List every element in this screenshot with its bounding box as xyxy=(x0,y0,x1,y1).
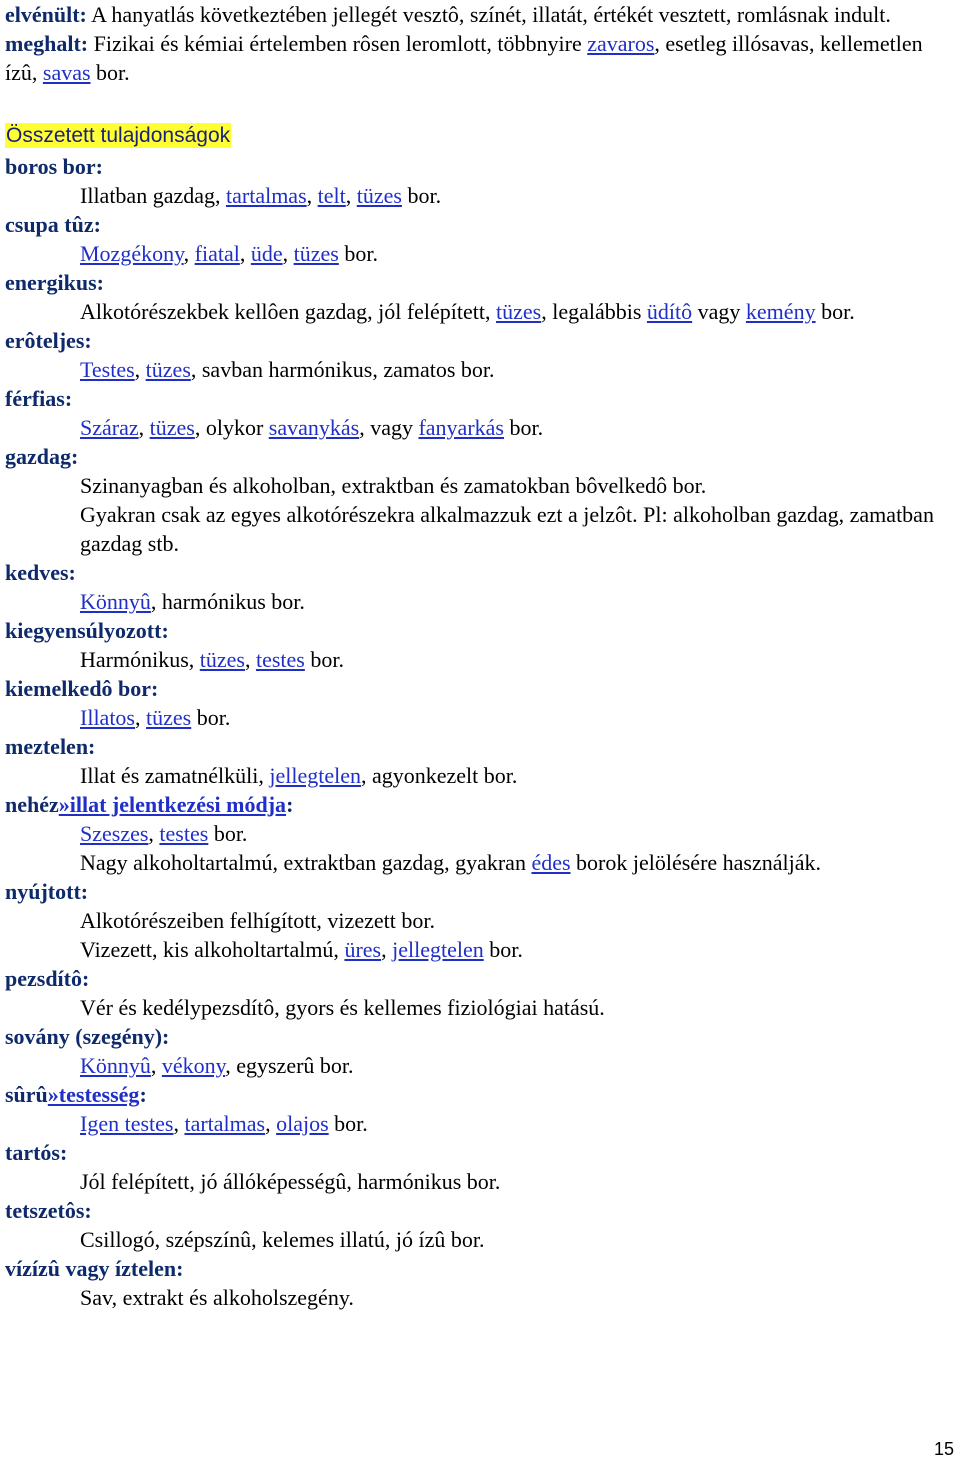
def-kedves xyxy=(5,587,955,616)
def-text: bor. xyxy=(815,299,855,324)
term-text: sûrû xyxy=(5,1082,48,1107)
term-boros: boros bor: xyxy=(5,154,103,179)
link-jellegtelen[interactable]: jellegtelen xyxy=(392,937,484,962)
def-text: Fizikai és kémiai értelemben rôsen leromlott, többnyire xyxy=(88,31,588,56)
sep: , xyxy=(306,183,318,208)
link-ures[interactable]: üres xyxy=(344,937,382,962)
def-tartos: Jól felépített, jó állóképességû, harmónikus bor. xyxy=(80,1169,501,1194)
link-edes[interactable]: édes xyxy=(531,850,571,875)
term-sovany: sovány (szegény): xyxy=(5,1024,170,1049)
link-telt[interactable]: telt xyxy=(317,183,346,208)
term-nyujtott: nyújtott: xyxy=(5,879,89,904)
def-kiemelkedo xyxy=(5,703,955,732)
link-ude[interactable]: üde xyxy=(250,241,283,266)
link-jellegtelen[interactable]: jellegtelen xyxy=(269,763,361,788)
def-text: vagy xyxy=(692,299,746,324)
def-suru xyxy=(5,1109,955,1138)
def-text: Nagy alkoholtartalmú, extraktban gazdag, gyakran xyxy=(80,850,532,875)
def-text: bor. xyxy=(401,183,442,208)
link-testesseg[interactable]: »testesség xyxy=(47,1082,140,1107)
sep: , xyxy=(134,357,146,382)
def-gazdag-2: Gyakran csak az egyes alkotórészekra alkalmazzuk ezt a jelzôt. Pl: alkoholban gazdag, zamatban gazdag stb. xyxy=(80,502,934,556)
link-fiatal[interactable]: fiatal xyxy=(194,241,240,266)
term-ferfias: férfias: xyxy=(5,386,73,411)
sep: , xyxy=(244,647,256,672)
def-kiegyensulyozott xyxy=(5,645,955,674)
link-tuzes[interactable]: tüzes xyxy=(199,647,245,672)
def-boros xyxy=(5,181,955,210)
def-text: bor. xyxy=(304,647,344,672)
term-kedves: kedves: xyxy=(5,560,76,585)
def-text: , olykor xyxy=(194,415,269,440)
link-udito[interactable]: üdítô xyxy=(646,299,693,324)
link-igen-testes[interactable]: Igen testes xyxy=(80,1111,174,1136)
entry-meghalt xyxy=(5,29,955,87)
def-text: bor. xyxy=(338,241,378,266)
def-text: , agyonkezelt bor. xyxy=(361,763,518,788)
term-elvenult: elvénült: xyxy=(5,2,87,27)
link-tuzes[interactable]: tüzes xyxy=(149,415,195,440)
def-text: bor. xyxy=(208,821,248,846)
page-number: 15 xyxy=(933,1439,954,1459)
def-text: Illatban gazdag, xyxy=(80,183,226,208)
link-fanyarkas[interactable]: fanyarkás xyxy=(418,415,504,440)
term-colon: : xyxy=(286,792,294,817)
term-meztelen: meztelen: xyxy=(5,734,96,759)
def-elvenult: A hanyatlás következtében jellegét vesztô, színét, illatát, értékét vesztett, romlásnak indult. xyxy=(86,2,891,27)
term-nehez xyxy=(5,790,955,819)
def-tetszetos: Csillogó, szépszínû, kelemes illatú, jó ízû bor. xyxy=(80,1227,485,1252)
term-tetszetos: tetszetôs: xyxy=(5,1198,92,1223)
def-text: , vagy xyxy=(359,415,419,440)
def-text: , harmónikus bor. xyxy=(150,589,305,614)
term-tartos: tartós: xyxy=(5,1140,68,1165)
term-gazdag: gazdag: xyxy=(5,444,79,469)
def-text: bor. xyxy=(483,937,523,962)
def-text: Illat és zamatnélküli, xyxy=(80,763,270,788)
link-tartalmas[interactable]: tartalmas xyxy=(184,1111,266,1136)
link-illat-jelentkezesi-modja[interactable]: »illat jelentkezési módja xyxy=(58,792,287,817)
term-eroteljes: erôteljes: xyxy=(5,328,92,353)
def-gazdag-1: Szinanyagban és alkoholban, extraktban és zamatokban bôvelkedô bor. xyxy=(80,473,707,498)
link-testes[interactable]: testes xyxy=(255,647,305,672)
term-energikus: energikus: xyxy=(5,270,104,295)
def-text: bor. xyxy=(328,1111,368,1136)
link-tuzes[interactable]: tüzes xyxy=(145,357,191,382)
term-suru xyxy=(5,1080,955,1109)
link-tartalmas[interactable]: tartalmas xyxy=(226,183,307,208)
sep: , xyxy=(173,1111,185,1136)
link-olajos[interactable]: olajos xyxy=(276,1111,329,1136)
link-testes[interactable]: testes xyxy=(159,821,209,846)
def-text: , savban harmónikus, zamatos bor. xyxy=(190,357,495,382)
link-konnyu[interactable]: Könnyû xyxy=(80,589,151,614)
sep: , xyxy=(345,183,357,208)
def-nehez-2 xyxy=(5,848,955,877)
def-nyujtott-2 xyxy=(5,935,955,964)
def-eroteljes xyxy=(5,355,955,384)
def-pezsdito: Vér és kedélypezsdítô, gyors és kellemes fiziológiai hatású. xyxy=(80,995,605,1020)
link-tuzes[interactable]: tüzes xyxy=(146,705,192,730)
link-tuzes[interactable]: tüzes xyxy=(356,183,402,208)
sep: , xyxy=(148,821,160,846)
sep: , xyxy=(150,1053,162,1078)
term-pezsdito: pezsdítô: xyxy=(5,966,90,991)
link-testes[interactable]: Testes xyxy=(80,357,135,382)
def-text: , legalábbis xyxy=(541,299,647,324)
sep: , xyxy=(239,241,251,266)
def-text: bor. xyxy=(191,705,231,730)
link-konnyu[interactable]: Könnyû xyxy=(80,1053,151,1078)
def-energikus xyxy=(5,297,955,326)
link-tuzes[interactable]: tüzes xyxy=(293,241,339,266)
link-savanykas[interactable]: savanykás xyxy=(268,415,360,440)
def-vizizu: Sav, extrakt és alkoholszegény. xyxy=(80,1285,354,1310)
sep: , xyxy=(138,415,150,440)
def-text: , egyszerû bor. xyxy=(225,1053,354,1078)
sep: , xyxy=(381,937,393,962)
def-sovany xyxy=(5,1051,955,1080)
term-csupa: csupa tûz: xyxy=(5,212,101,237)
def-text: bor. xyxy=(503,415,544,440)
sep: , xyxy=(265,1111,277,1136)
term-kiegyensulyozott: kiegyensúlyozott: xyxy=(5,618,169,643)
link-szeszes[interactable]: Szeszes xyxy=(80,821,149,846)
def-nehez-1 xyxy=(5,819,955,848)
sep: , xyxy=(135,705,146,730)
term-text: nehéz xyxy=(5,792,59,817)
def-text: borok jelölésére használják. xyxy=(570,850,822,875)
def-ferfias xyxy=(5,413,955,442)
def-text: Vizezett, kis alkoholtartalmú, xyxy=(80,937,345,962)
def-text: Alkotórészekbek kellôen gazdag, jól felépített, xyxy=(80,299,497,324)
section-heading xyxy=(5,123,955,148)
link-zavaros[interactable]: zavaros xyxy=(587,31,655,56)
def-meztelen xyxy=(5,761,955,790)
link-illatos[interactable]: Illatos xyxy=(80,705,135,730)
def-csupa xyxy=(5,239,955,268)
sep: , xyxy=(282,241,294,266)
def-text: Harmónikus, xyxy=(80,647,200,672)
def-nyujtott-1: Alkotórészeiben felhígított, vizezett bor. xyxy=(80,908,435,933)
def-text: bor. xyxy=(90,60,130,85)
glossary-page xyxy=(5,0,955,1312)
link-szaraz[interactable]: Száraz xyxy=(80,415,139,440)
term-kiemelkedo: kiemelkedô bor: xyxy=(5,676,159,701)
term-meghalt: meghalt: xyxy=(5,31,89,56)
link-kemeny[interactable]: kemény xyxy=(745,299,816,324)
link-savas[interactable]: savas xyxy=(42,60,91,85)
link-vekony[interactable]: vékony xyxy=(161,1053,226,1078)
link-mozgekony[interactable]: Mozgékony xyxy=(80,241,184,266)
sep: , xyxy=(183,241,195,266)
term-colon: : xyxy=(139,1082,147,1107)
section-title: Összetett tulajdonságok xyxy=(6,124,231,147)
def-text: , esetleg illósavas, kellemetlen ízû, xyxy=(5,31,923,85)
entry-elvenult xyxy=(5,0,955,29)
term-vizizu: vízízû vagy íztelen: xyxy=(5,1256,184,1281)
link-tuzes[interactable]: tüzes xyxy=(496,299,542,324)
